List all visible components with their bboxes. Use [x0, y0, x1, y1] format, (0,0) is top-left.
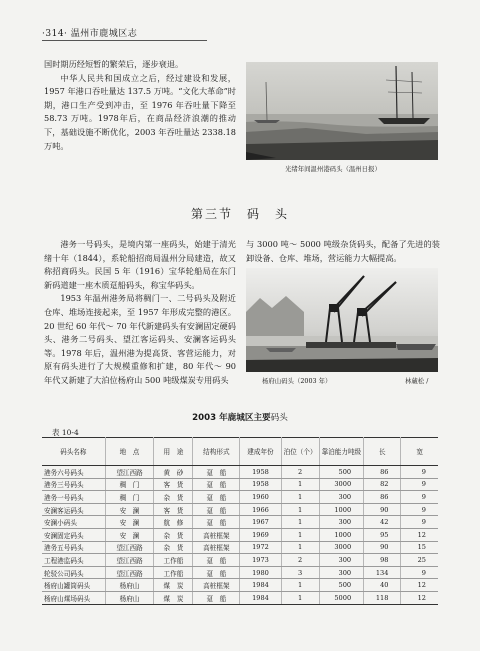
table-cell: 安 澜	[105, 528, 154, 541]
table-cell: 1000	[319, 528, 364, 541]
table-cell: 趸 船	[193, 478, 240, 491]
table-cell: 95	[364, 528, 401, 541]
table-cell: 趸 船	[193, 554, 240, 567]
table-cell: 9	[401, 566, 438, 579]
table-cell: 1960	[240, 491, 281, 504]
table-cell: 望江西路	[105, 554, 154, 567]
column-header: 码头名称	[42, 438, 105, 466]
table-title	[0, 411, 480, 423]
column-header: 用 途	[154, 438, 193, 466]
table-cell: 工作船	[154, 566, 193, 579]
table-cell: 客 货	[154, 478, 193, 491]
table-cell: 稠 门	[105, 491, 154, 504]
column-header: 结构形式	[193, 438, 240, 466]
table-cell: 港务五号码头	[42, 541, 105, 554]
table-cell: 安 澜	[105, 503, 154, 516]
harbor-photo-qing-image	[246, 62, 438, 160]
column-header: 地 点	[105, 438, 154, 466]
table-cell: 1000	[319, 503, 364, 516]
table-cell: 望江西路	[105, 541, 154, 554]
header-rule	[42, 40, 207, 41]
table-cell: 3	[281, 566, 319, 579]
table-cell: 稠 门	[105, 478, 154, 491]
table-cell: 高桩框架	[193, 541, 240, 554]
table-title-main: 2003 年鹿城区主要	[192, 413, 271, 423]
table-cell: 1	[281, 491, 319, 504]
yangfushan-wharf-photo-image	[246, 268, 438, 372]
table-cell: 1	[281, 579, 319, 592]
table-cell: 工作船	[154, 554, 193, 567]
table-cell: 安澜小码头	[42, 516, 105, 529]
table-cell: 134	[364, 566, 401, 579]
table-cell: 82	[364, 478, 401, 491]
paragraph: 国时期历经短暂的繁荣后，逐步衰退。	[44, 59, 184, 69]
table-row	[42, 503, 438, 516]
table-cell: 25	[401, 554, 438, 567]
table-cell: 300	[319, 516, 364, 529]
table-cell: 1984	[240, 591, 281, 604]
table-header-row	[42, 438, 438, 466]
table-cell: 杨府山煤场码头	[42, 591, 105, 604]
table-cell: 3000	[319, 478, 364, 491]
paragraph: 1953 年温州港务局将稠门一、二号码头及附近仓库、堆场连接起来，至 1957 年形成完整的港区。20 世纪 60 年代～ 70 年代新建码头有安澜固定硬码头、港务二号码头、望江客运码头、安澜客运码头等。1978 年后，温州港为提高货、客营运能力，对原有码头进行了大规模重修和扩建，80 年代～ 90 年代又新建了大泊位杨府山 500 吨级煤炭专用码头	[44, 293, 236, 385]
table-cell: 12	[401, 528, 438, 541]
section-title: 第三节 码 头	[190, 207, 289, 221]
table-cell: 2	[281, 466, 319, 479]
table-cell: 2	[281, 554, 319, 567]
table-cell: 安澜固定码头	[42, 528, 105, 541]
table-cell: 90	[364, 503, 401, 516]
bottom-left-text	[44, 238, 236, 388]
table-cell: 1966	[240, 503, 281, 516]
table-row	[42, 516, 438, 529]
table-cell: 86	[364, 491, 401, 504]
table-cell: 趸 船	[193, 566, 240, 579]
table-cell: 趸 船	[193, 591, 240, 604]
table-cell: 趸 船	[193, 503, 240, 516]
table-row	[42, 491, 438, 504]
paragraph: 中华人民共和国成立之后，经过建设和发展，1957 年港口吞吐量达 137.5 万吨。“文化大革命”时期，港口生产受到冲击，至 1976 年吞吐量下降至58.73 万吨。1978年后，在商品经济浪潮的推动下，基础设施不断优化，2003 年吞吐量达 2338.18 万吨。	[44, 72, 236, 151]
table-row	[42, 554, 438, 567]
table-cell: 1	[281, 528, 319, 541]
table-row	[42, 528, 438, 541]
column-header: 泊位（个）	[281, 438, 319, 466]
table-cell: 杨府山罐筒码头	[42, 579, 105, 592]
table-cell: 9	[401, 516, 438, 529]
wharf-table	[42, 437, 438, 605]
table-cell: 9	[401, 503, 438, 516]
table-cell: 望江西路	[105, 566, 154, 579]
table-cell: 轮驳公司码头	[42, 566, 105, 579]
table-row	[42, 579, 438, 592]
table-cell: 42	[364, 516, 401, 529]
table-cell: 5000	[319, 591, 364, 604]
column-header: 长	[364, 438, 401, 466]
top-left-text	[44, 58, 236, 153]
table-cell: 黄 砂	[154, 466, 193, 479]
table-cell: 港务一号码头	[42, 491, 105, 504]
table-row	[42, 541, 438, 554]
table-cell: 安澜客运码头	[42, 503, 105, 516]
table-cell: 86	[364, 466, 401, 479]
table-cell: 高桩框架	[193, 579, 240, 592]
photo-caption-yangfushan: 杨府山码头（2003 年）	[262, 377, 332, 385]
table-cell: 1969	[240, 528, 281, 541]
table-cell: 9	[401, 478, 438, 491]
table-cell: 趸 船	[193, 516, 240, 529]
table-cell: 杂 货	[154, 491, 193, 504]
table-cell: 90	[364, 541, 401, 554]
table-cell: 杨府山	[105, 579, 154, 592]
table-cell: 杂 货	[154, 541, 193, 554]
column-header: 建成年份	[240, 438, 281, 466]
table-cell: 高桩框架	[193, 528, 240, 541]
table-cell: 航 修	[154, 516, 193, 529]
table-cell: 500	[319, 579, 364, 592]
table-cell: 3000	[319, 541, 364, 554]
table-label: 表 10-4	[52, 428, 79, 437]
table-cell: 港务三号码头	[42, 478, 105, 491]
column-header: 靠泊能力吨级	[319, 438, 364, 466]
table-cell: 煤 炭	[154, 591, 193, 604]
yangfushan-wharf-photo	[246, 268, 438, 372]
table-cell: 9	[401, 466, 438, 479]
table-cell: 15	[401, 541, 438, 554]
table-cell: 98	[364, 554, 401, 567]
table-cell: 1	[281, 591, 319, 604]
table-cell: 12	[401, 591, 438, 604]
paragraph: 港务一号码头，是境内第一座码头，始建于清光绪十年（1844），系轮船招商局温州分局建造，故又称招商码头。民国 5 年（1916）宝华轮船局在东门新码道建一座木质趸船码头，称宝华码头。	[44, 239, 236, 290]
table-cell: 港务六号码头	[42, 466, 105, 479]
table-body	[42, 466, 438, 605]
table-cell: 500	[319, 466, 364, 479]
table-cell: 趸 船	[193, 466, 240, 479]
table-cell: 1980	[240, 566, 281, 579]
page-header: ·314· 温州市鹿城区志	[42, 29, 138, 39]
table-cell: 9	[401, 491, 438, 504]
photo-credit: 林蔵松 /	[405, 377, 429, 385]
table-cell: 1958	[240, 478, 281, 491]
table-cell: 安 澜	[105, 516, 154, 529]
table-cell: 杂 货	[154, 528, 193, 541]
table-cell: 300	[319, 491, 364, 504]
table-cell: 12	[401, 579, 438, 592]
table-cell: 1	[281, 516, 319, 529]
table-cell: 1973	[240, 554, 281, 567]
table-cell: 1984	[240, 579, 281, 592]
table-cell: 40	[364, 579, 401, 592]
table-cell: 1	[281, 478, 319, 491]
table-cell: 客 货	[154, 503, 193, 516]
table-cell: 杨府山	[105, 591, 154, 604]
harbor-photo-qing	[246, 62, 438, 160]
paragraph: 与 3000 吨～ 5000 吨级杂货码头，配备了先进的装卸设备、仓库、堆场，营运能力大幅提高。	[246, 239, 440, 263]
table-cell: 300	[319, 554, 364, 567]
table-cell: 1972	[240, 541, 281, 554]
table-row	[42, 466, 438, 479]
table-cell: 望江西路	[105, 466, 154, 479]
table-title-tail: 码头	[270, 413, 288, 423]
photo-caption-qing: 光绪年间温州港码头（温州日报）	[285, 165, 381, 173]
table-row	[42, 566, 438, 579]
table-cell: 趸 船	[193, 491, 240, 504]
column-header: 宽	[401, 438, 438, 466]
table-cell: 1	[281, 503, 319, 516]
right-column-text	[246, 238, 440, 265]
table-row	[42, 478, 438, 491]
table-cell: 煤 炭	[154, 579, 193, 592]
table-row	[42, 591, 438, 604]
table-cell: 1958	[240, 466, 281, 479]
table-cell: 工程港监码头	[42, 554, 105, 567]
table-cell: 1	[281, 541, 319, 554]
table-cell: 300	[319, 566, 364, 579]
table-cell: 118	[364, 591, 401, 604]
table-cell: 1967	[240, 516, 281, 529]
